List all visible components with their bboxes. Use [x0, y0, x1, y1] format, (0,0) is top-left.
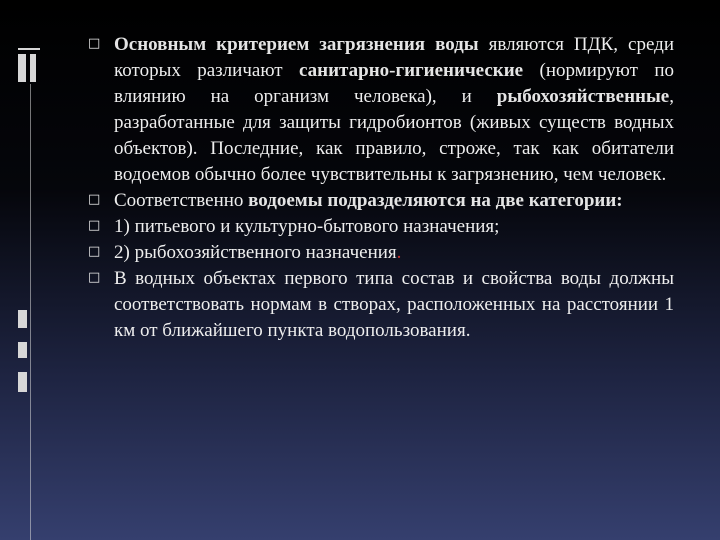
decor-bar-mid-1	[18, 310, 27, 328]
slide-content	[88, 32, 674, 344]
bullet-item-first-type	[88, 266, 674, 344]
bullet-item-category-1	[88, 214, 674, 240]
square-checkbox-icon: □	[88, 192, 101, 207]
text-segment: 1) питьевого и культурно-бытового назначения;	[114, 216, 500, 237]
text-segment: (нормируют по влиянию на организм человека), и	[114, 60, 674, 107]
square-checkbox-icon: □	[88, 244, 101, 259]
square-checkbox-icon: □	[88, 36, 101, 51]
bullet-item-criteria	[88, 32, 674, 188]
term-two-categories: подразделяются на две категории:	[327, 190, 623, 211]
square-checkbox-icon: □	[88, 218, 101, 233]
decor-bar-mid-3	[18, 372, 27, 392]
decor-line-vertical	[30, 84, 31, 540]
text-segment: В водных объектах первого типа состав и свойства воды должны соответствовать нормам в створах, расположенных на расстоянии 1 км от ближайшего пункта водопользования.	[114, 268, 674, 341]
term-waterbodies: водоемы	[248, 190, 323, 211]
bullet-item-category-2	[88, 240, 674, 266]
decor-bar-top-1	[18, 48, 40, 50]
text-segment: Соответственно	[114, 190, 249, 211]
term-fishery: рыбохозяйственные	[496, 86, 670, 107]
term-sanitary: санитарно-гигиенические	[299, 60, 524, 81]
square-checkbox-icon: □	[88, 270, 101, 285]
red-period: .	[396, 242, 402, 263]
text-segment: являются ПДК, среди которых различают	[114, 34, 674, 81]
bullet-item-categories	[88, 188, 674, 214]
term-main-criterion: Основным критерием загрязнения воды	[114, 34, 479, 55]
decor-bar-top-2	[18, 54, 26, 82]
text-segment: , разработанные для защиты гидробионтов (живых существ водных объектов). Последние, как правило, строже, так как обитатели водоемов обычно более чувствительны к загрязнению, чем человек.	[114, 86, 674, 185]
text-segment: 2) рыбохозяйственного назначения	[114, 242, 397, 263]
decor-bar-top-3	[30, 54, 36, 82]
decor-bar-mid-2	[18, 342, 27, 358]
